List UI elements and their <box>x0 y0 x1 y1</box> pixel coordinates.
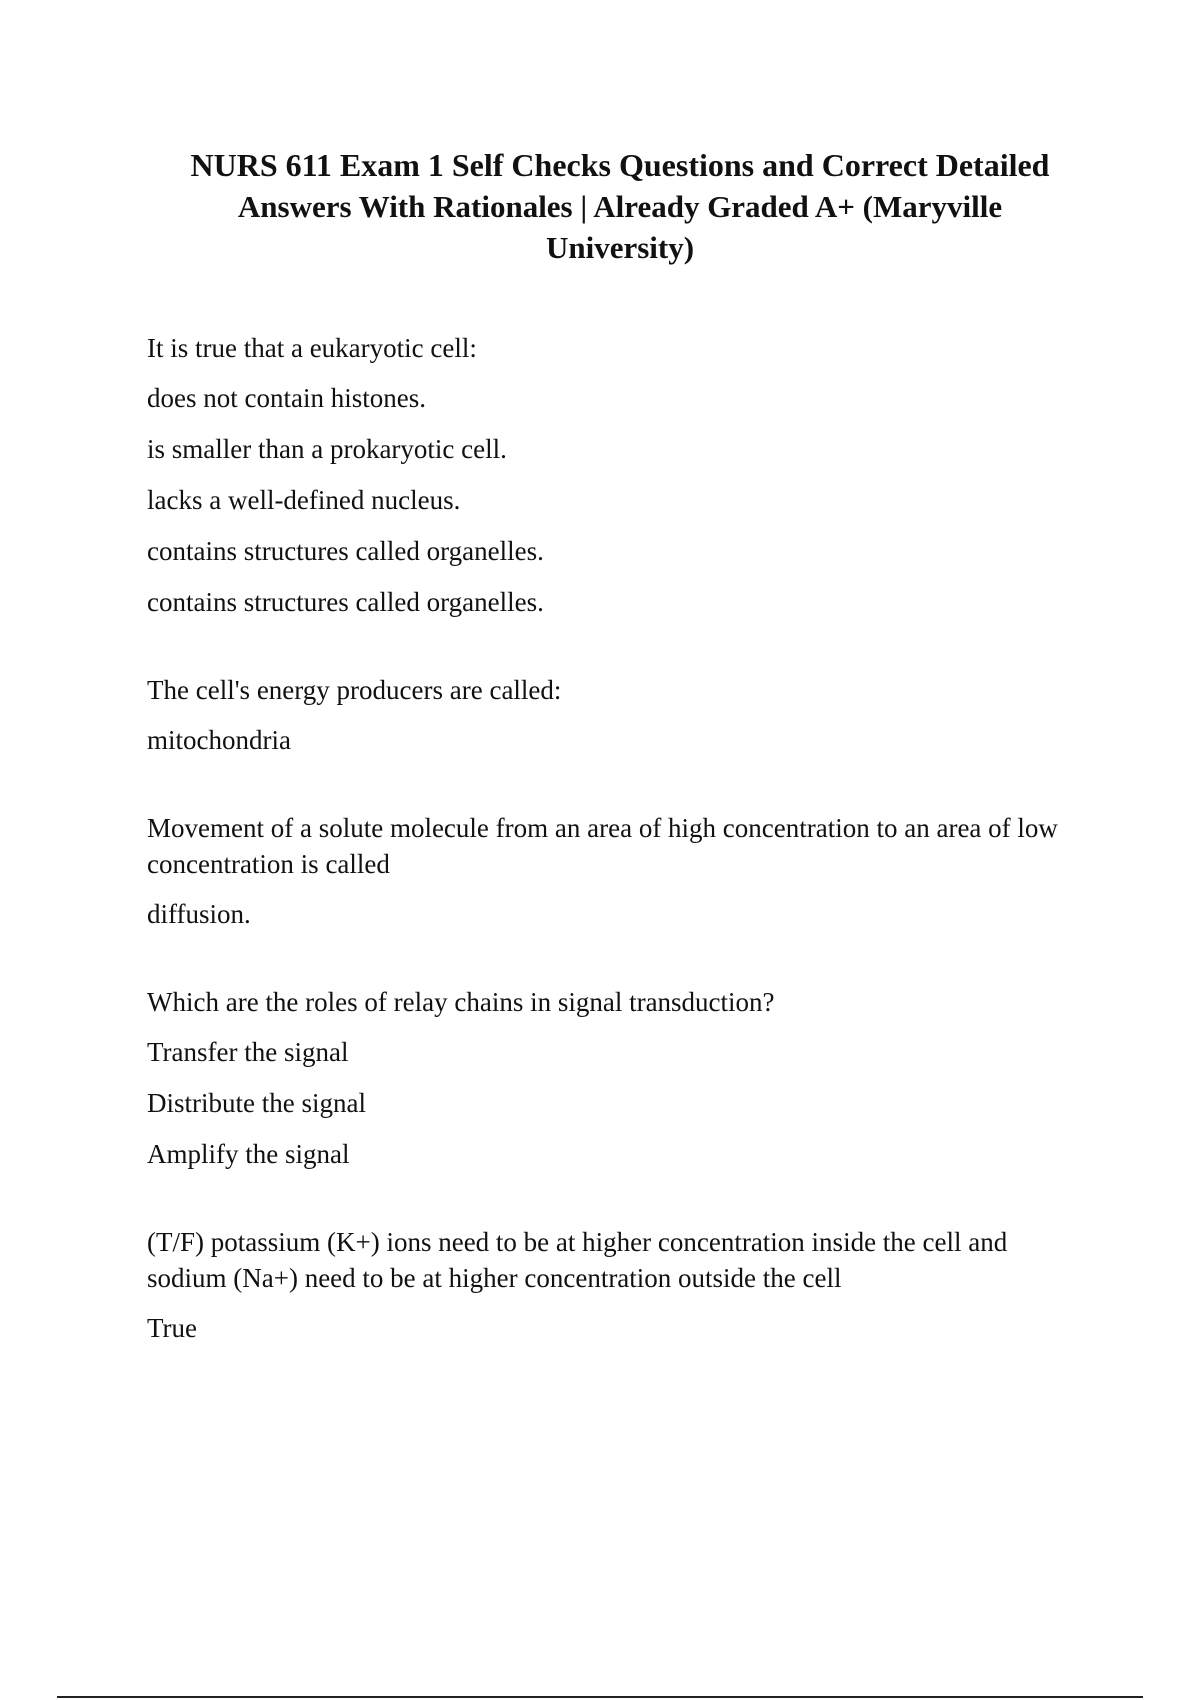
question-block-3 <box>147 810 1067 932</box>
question-text: The cell's energy producers are called: <box>147 675 562 705</box>
correct-answer: contains structures called organelles. <box>147 587 544 617</box>
correct-answer: True <box>147 1313 198 1343</box>
correct-answer: mitochondria <box>147 725 291 755</box>
question-block-2 <box>147 672 1067 758</box>
title-line-3: University) <box>545 230 695 265</box>
question-text: Which are the roles of relay chains in signal transduction? <box>147 987 775 1017</box>
question-block-5 <box>147 1224 1067 1346</box>
correct-answer: diffusion. <box>147 899 251 929</box>
question-text: (T/F) potassium (K+) ions need to be at higher concentration inside the cell and sodium (Na+) need to be at higher concentration outside the cell <box>147 1227 1008 1293</box>
footer-divider <box>57 1696 1143 1698</box>
title-line-2: Answers With Rationales | Already Graded A+ (Maryville <box>237 189 1003 224</box>
question-block-1 <box>147 330 1067 620</box>
answer-option: does not contain histones. <box>147 383 426 413</box>
answer-option: is smaller than a prokaryotic cell. <box>147 434 507 464</box>
question-text: It is true that a eukaryotic cell: <box>147 333 477 363</box>
question-block-4 <box>147 984 1067 1172</box>
document-title <box>170 145 1070 268</box>
answer-option: lacks a well-defined nucleus. <box>147 485 461 515</box>
title-line-1: NURS 611 Exam 1 Self Checks Questions and Correct Detailed <box>190 147 1050 183</box>
question-text: Movement of a solute molecule from an area of high concentration to an area of low concentration is called <box>147 813 1058 879</box>
answer-option: Amplify the signal <box>147 1139 350 1169</box>
question-list <box>147 330 1067 1398</box>
answer-option: contains structures called organelles. <box>147 536 544 566</box>
answer-option: Transfer the signal <box>147 1037 349 1067</box>
answer-option: Distribute the signal <box>147 1088 366 1118</box>
